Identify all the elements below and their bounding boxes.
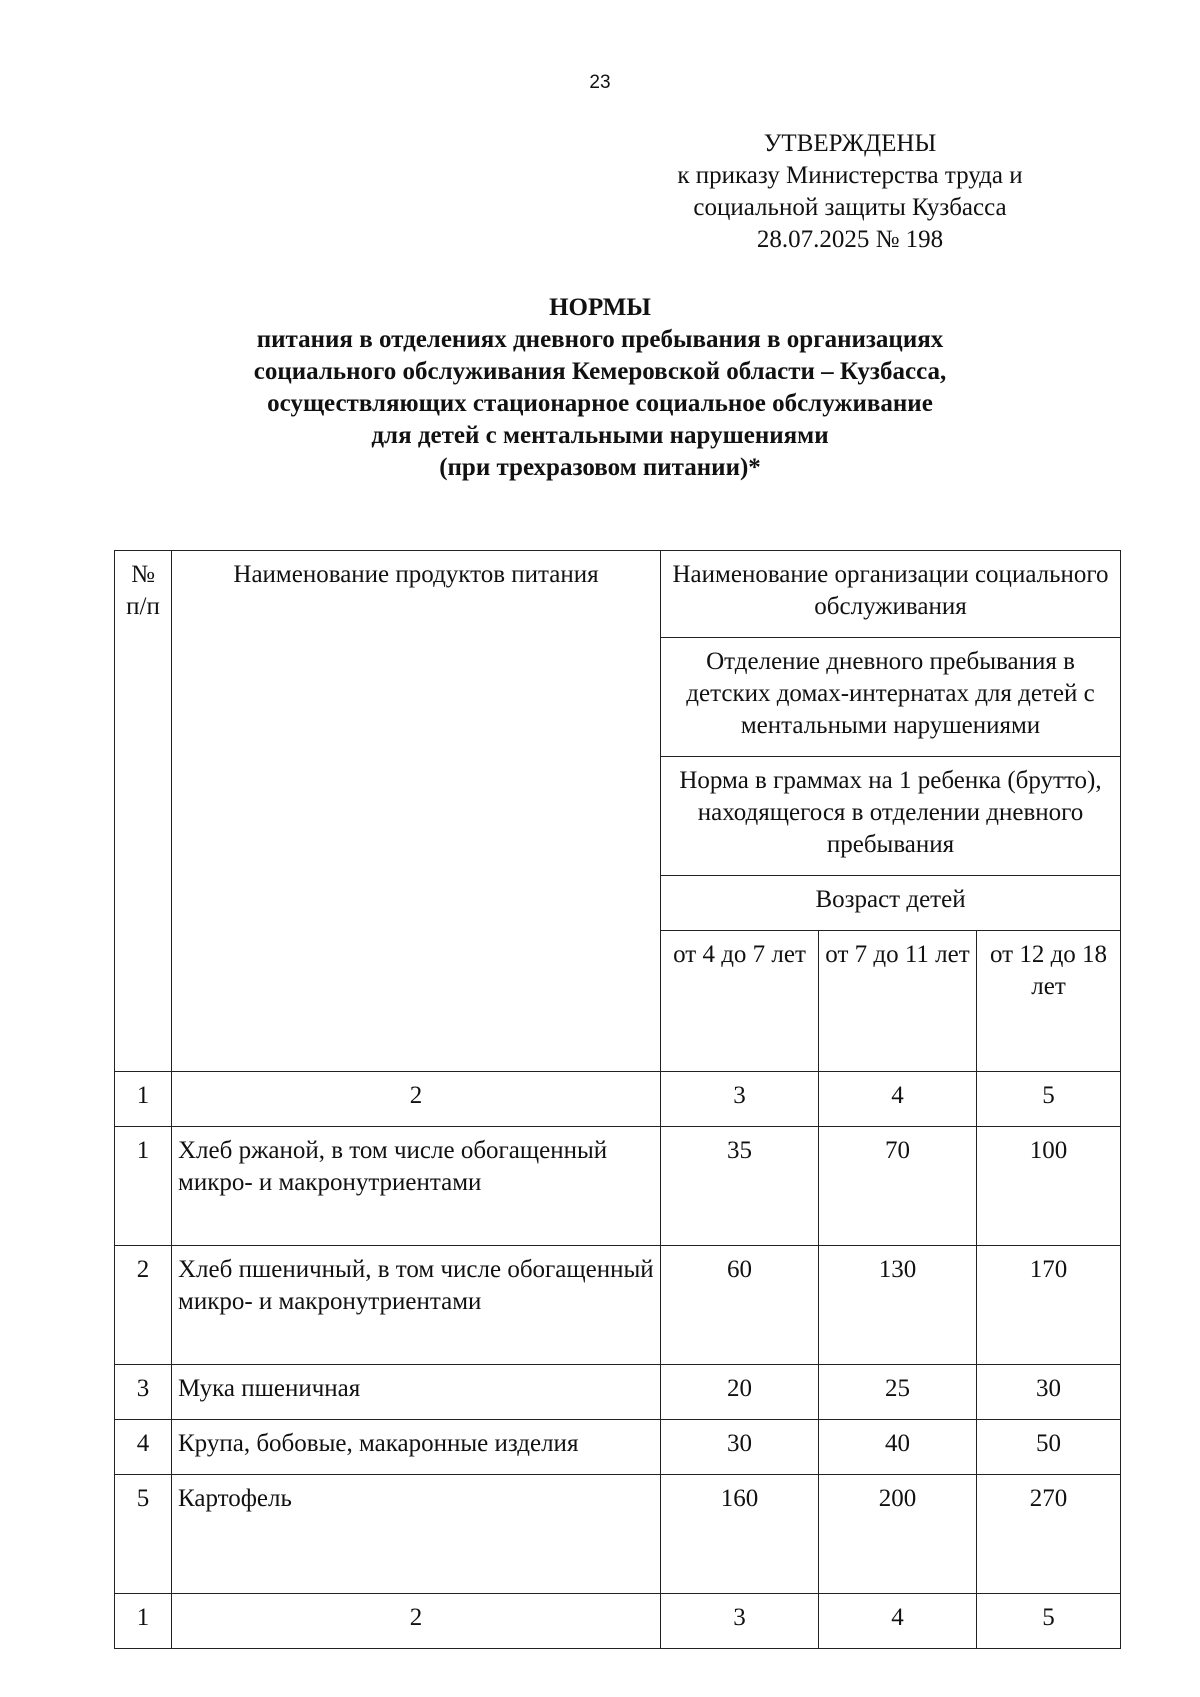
product-name: Картофель xyxy=(172,1475,661,1594)
norms-table xyxy=(114,550,1121,1649)
product-name: Хлеб ржаной, в том числе обогащенный микро- и макронутриентами xyxy=(172,1127,661,1246)
column-number-row xyxy=(115,1594,1121,1649)
norm-value: 160 xyxy=(661,1475,819,1594)
document-title xyxy=(0,292,1200,484)
table-row xyxy=(115,1365,1121,1420)
table-row xyxy=(115,1475,1121,1594)
table-row xyxy=(115,1420,1121,1475)
norm-value: 25 xyxy=(819,1365,977,1420)
table-row xyxy=(115,1127,1121,1246)
row-number: 1 xyxy=(115,1127,172,1246)
column-number: 4 xyxy=(819,1072,977,1127)
norm-value: 30 xyxy=(661,1420,819,1475)
product-name: Мука пшеничная xyxy=(172,1365,661,1420)
norm-value: 40 xyxy=(819,1420,977,1475)
column-number: 5 xyxy=(977,1594,1121,1649)
title-line: осуществляющих стационарное социальное обслуживание xyxy=(267,390,933,417)
title-heading: НОРМЫ xyxy=(549,294,651,321)
header-num: № п/п xyxy=(115,551,172,1072)
column-number: 4 xyxy=(819,1594,977,1649)
row-number: 3 xyxy=(115,1365,172,1420)
norm-value: 50 xyxy=(977,1420,1121,1475)
header-product: Наименование продуктов питания xyxy=(172,551,661,1072)
page-number: 23 xyxy=(589,72,611,93)
header-norm: Норма в граммах на 1 ребенка (брутто), находящегося в отделении дневного пребывания xyxy=(661,757,1121,876)
column-number: 3 xyxy=(661,1594,819,1649)
norm-value: 200 xyxy=(819,1475,977,1594)
title-line: для детей с ментальными нарушениями xyxy=(371,422,829,449)
row-number: 2 xyxy=(115,1246,172,1365)
table-row xyxy=(115,1246,1121,1365)
column-number: 3 xyxy=(661,1072,819,1127)
title-line: (при трехразовом питании)* xyxy=(439,454,761,481)
norm-value: 130 xyxy=(819,1246,977,1365)
norm-value: 30 xyxy=(977,1365,1121,1420)
header-row xyxy=(115,551,1121,638)
column-number-row xyxy=(115,1072,1121,1127)
approval-heading: УТВЕРЖДЕНЫ xyxy=(763,130,937,157)
product-name: Хлеб пшеничный, в том числе обогащенный микро- и макронутриентами xyxy=(172,1246,661,1365)
column-number: 2 xyxy=(172,1594,661,1649)
column-number: 1 xyxy=(115,1072,172,1127)
norm-value: 100 xyxy=(977,1127,1121,1246)
norm-value: 35 xyxy=(661,1127,819,1246)
header-age: Возраст детей xyxy=(661,876,1121,931)
product-name: Крупа, бобовые, макаронные изделия xyxy=(172,1420,661,1475)
approval-line: социальной защиты Кузбасса xyxy=(693,194,1007,221)
column-number: 1 xyxy=(115,1594,172,1649)
header-age-group: от 4 до 7 лет xyxy=(661,931,819,1072)
norm-value: 20 xyxy=(661,1365,819,1420)
norm-value: 70 xyxy=(819,1127,977,1246)
title-line: питания в отделениях дневного пребывания в организациях xyxy=(256,326,944,353)
column-number: 2 xyxy=(172,1072,661,1127)
header-department: Отделение дневного пребывания в детских домах-интернатах для детей с ментальными нарушениями xyxy=(661,638,1121,757)
title-line: социального обслуживания Кемеровской области – Кузбасса, xyxy=(253,358,947,385)
approval-line: к приказу Министерства труда и xyxy=(677,162,1023,189)
row-number: 5 xyxy=(115,1475,172,1594)
approval-stamp xyxy=(600,128,1100,256)
norm-value: 60 xyxy=(661,1246,819,1365)
norm-value: 270 xyxy=(977,1475,1121,1594)
norm-value: 170 xyxy=(977,1246,1121,1365)
header-age-group: от 12 до 18 лет xyxy=(977,931,1121,1072)
column-number: 5 xyxy=(977,1072,1121,1127)
row-number: 4 xyxy=(115,1420,172,1475)
header-organization: Наименование организации социального обслуживания xyxy=(661,551,1121,638)
approval-date-number: 28.07.2025 № 198 xyxy=(756,226,944,253)
header-age-group: от 7 до 11 лет xyxy=(819,931,977,1072)
